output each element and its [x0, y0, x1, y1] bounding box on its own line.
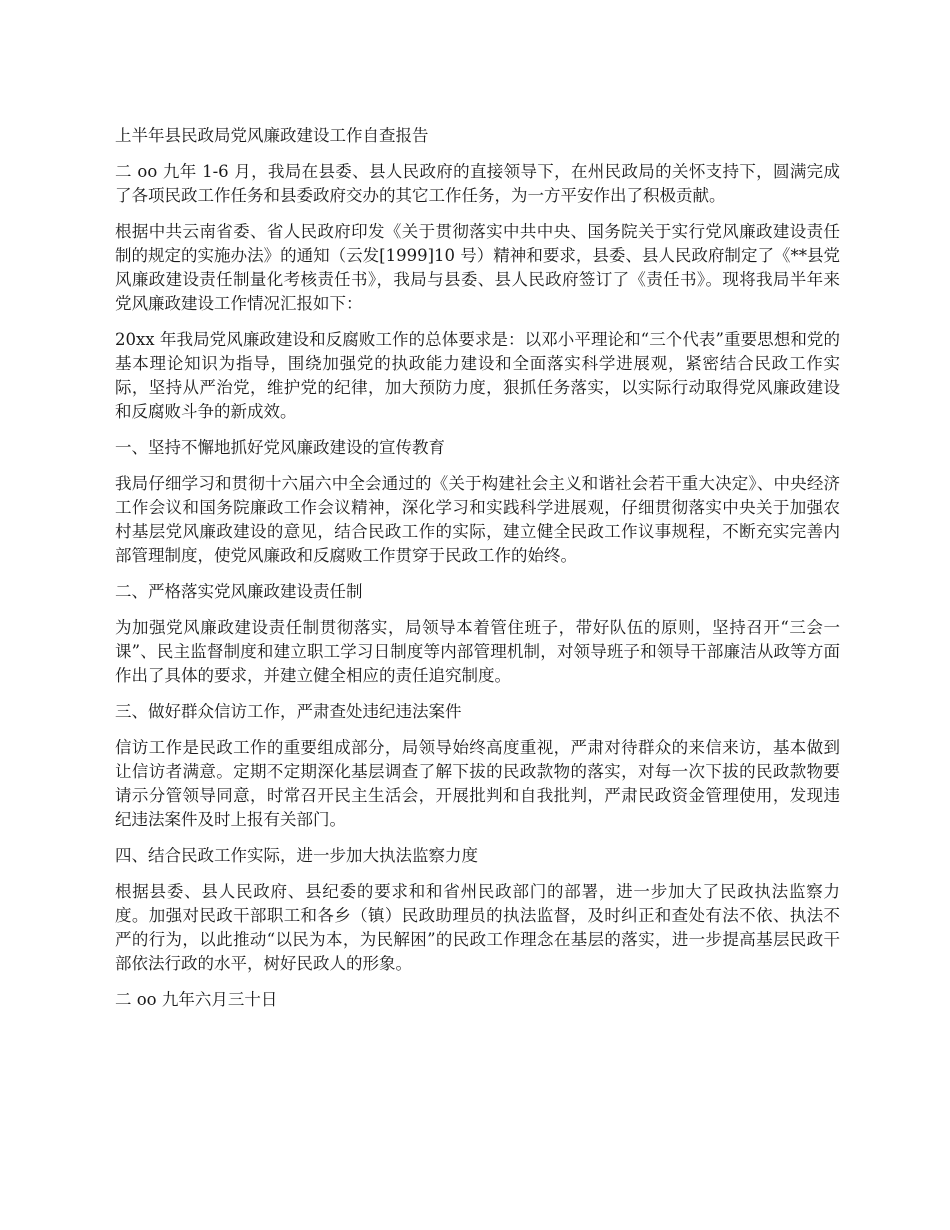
document-title: 上半年县民政局党风廉政建设工作自查报告 [115, 126, 429, 145]
document-date: 二 oo 九年六月三十日 [115, 990, 278, 1009]
section-3-body: 信访工作是民政工作的重要组成部分，局领导始终高度重视，严肃对待群众的来信来访，基本做到让信访者满意。定期不定期深化基层调查了解下拔的民政款物的落实，对每一次下拔的民政款物要请示分管领导同意，时常召开民主生活会，开展批判和自我批判，严肃民政资金管理使用，发现违纪违法案件及时上报有关部门。 [115, 738, 840, 829]
section-2-body: 为加强党风廉政建设责任制贯彻落实，局领导本着管住班子，带好队伍的原则，坚持召开“三会一课”、民主监督制度和建立职工学习日制度等内部管理机制，对领导班子和领导干部廉洁从政等方面作出了具体的要求，并建立健全相应的责任追究制度。 [115, 618, 840, 685]
basis-paragraph: 根据中共云南省委、省人民政府印发《关于贯彻落实中共中央、国务院关于实行党风廉政建设责任制的规定的实施办法》的通知（云发[1999]10 号）精神和要求，县委、县人民政府制定了《**县党风廉政建设责任制量化考核责任书》，我局与县委、县人民政府签订了《责任书》。现将我局半年来党风廉政建设工作情况汇报如下： [115, 222, 840, 313]
intro-paragraph: 二 oo 九年 1-6 月，我局在县委、县人民政府的直接领导下，在州民政局的关怀支持下，圆满完成了各项民政工作任务和县委政府交办的其它工作任务，为一方平安作出了积极贡献。 [115, 162, 840, 205]
section-1-body: 我局仔细学习和贯彻十六届六中全会通过的《关于构建社会主义和谐社会若干重大决定》、中央经济工作会议和国务院廉政工作会议精神，深化学习和实践科学进展观，仔细贯彻落实中央关于加强农村基层党风廉政建设的意见，结合民政工作的实际，建立健全民政工作议事规程，不断充实完善内部管理制度，使党风廉政和反腐败工作贯穿于民政工作的始终。 [115, 474, 840, 565]
section-4-heading: 四、结合民政工作实际，进一步加大执法监察力度 [115, 846, 478, 865]
section-4-body: 根据县委、县人民政府、县纪委的要求和和省州民政部门的部署，进一步加大了民政执法监察力度。加强对民政干部职工和各乡（镇）民政助理员的执法监督，及时纠正和查处有法不依、执法不严的行为，以此推动“以民为本，为民解困”的民政工作理念在基层的落实，进一步提高基层民政干部依法行政的水平，树好民政人的形象。 [115, 882, 840, 973]
document-page [115, 124, 840, 1024]
section-1-heading: 一、坚持不懈地抓好党风廉政建设的宣传教育 [115, 438, 445, 457]
overall-requirement-paragraph: 20xx 年我局党风廉政建设和反腐败工作的总体要求是：以邓小平理论和“三个代表”重要思想和党的基本理论知识为指导，围绕加强党的执政能力建设和全面落实科学进展观，紧密结合民政工作实际，坚持从严治党，维护党的纪律，加大预防力度，狠抓任务落实，以实际行动取得党风廉政建设和反腐败斗争的新成效。 [115, 330, 840, 421]
section-2-heading: 二、严格落实党风廉政建设责任制 [115, 582, 363, 601]
section-3-heading: 三、做好群众信访工作，严肃查处违纪违法案件 [115, 702, 462, 721]
